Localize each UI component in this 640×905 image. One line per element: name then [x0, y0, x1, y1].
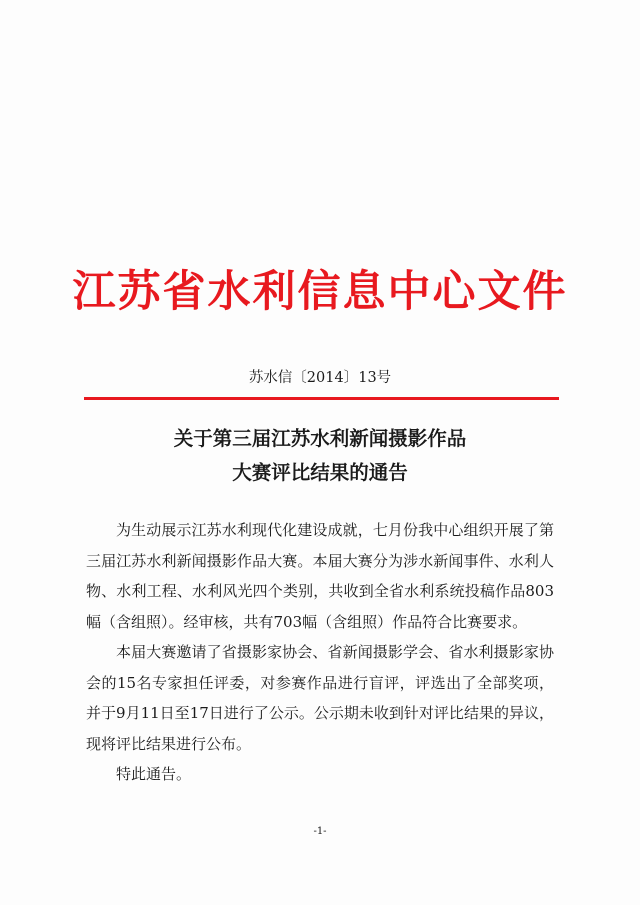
red-divider-line — [84, 397, 559, 400]
notice-title — [0, 422, 640, 490]
notice-body — [86, 515, 554, 790]
body-paragraph: 为生动展示江苏水利现代化建设成就，七月份我中心组织开展了第三届江苏水利新闻摄影作品大赛。本届大赛分为涉水新闻事件、水利人物、水利工程、水利风光四个类别，共收到全省水利系统投稿作品803幅（含组照）。经审核，共有703幅（含组照）作品符合比赛要求。 — [86, 521, 554, 631]
issuing-organization-header: 江苏省水利信息中心文件 — [72, 267, 568, 317]
document-number: 苏水信〔2014〕13号 — [248, 370, 392, 386]
notice-title-line-1: 关于第三届江苏水利新闻摄影作品 — [173, 427, 467, 450]
body-paragraph: 特此通告。 — [116, 765, 192, 783]
page-number: -1- — [313, 826, 327, 837]
notice-title-line-2: 大赛评比结果的通告 — [232, 461, 408, 484]
body-paragraph: 本届大赛邀请了省摄影家协会、省新闻摄影学会、省水利摄影家协会的15名专家担任评委，对参赛作品进行盲评，评选出了全部奖项，并于9月11日至17日进行了公示。公示期未收到针对评比结果的异议，现将评比结果进行公布。 — [86, 643, 554, 753]
